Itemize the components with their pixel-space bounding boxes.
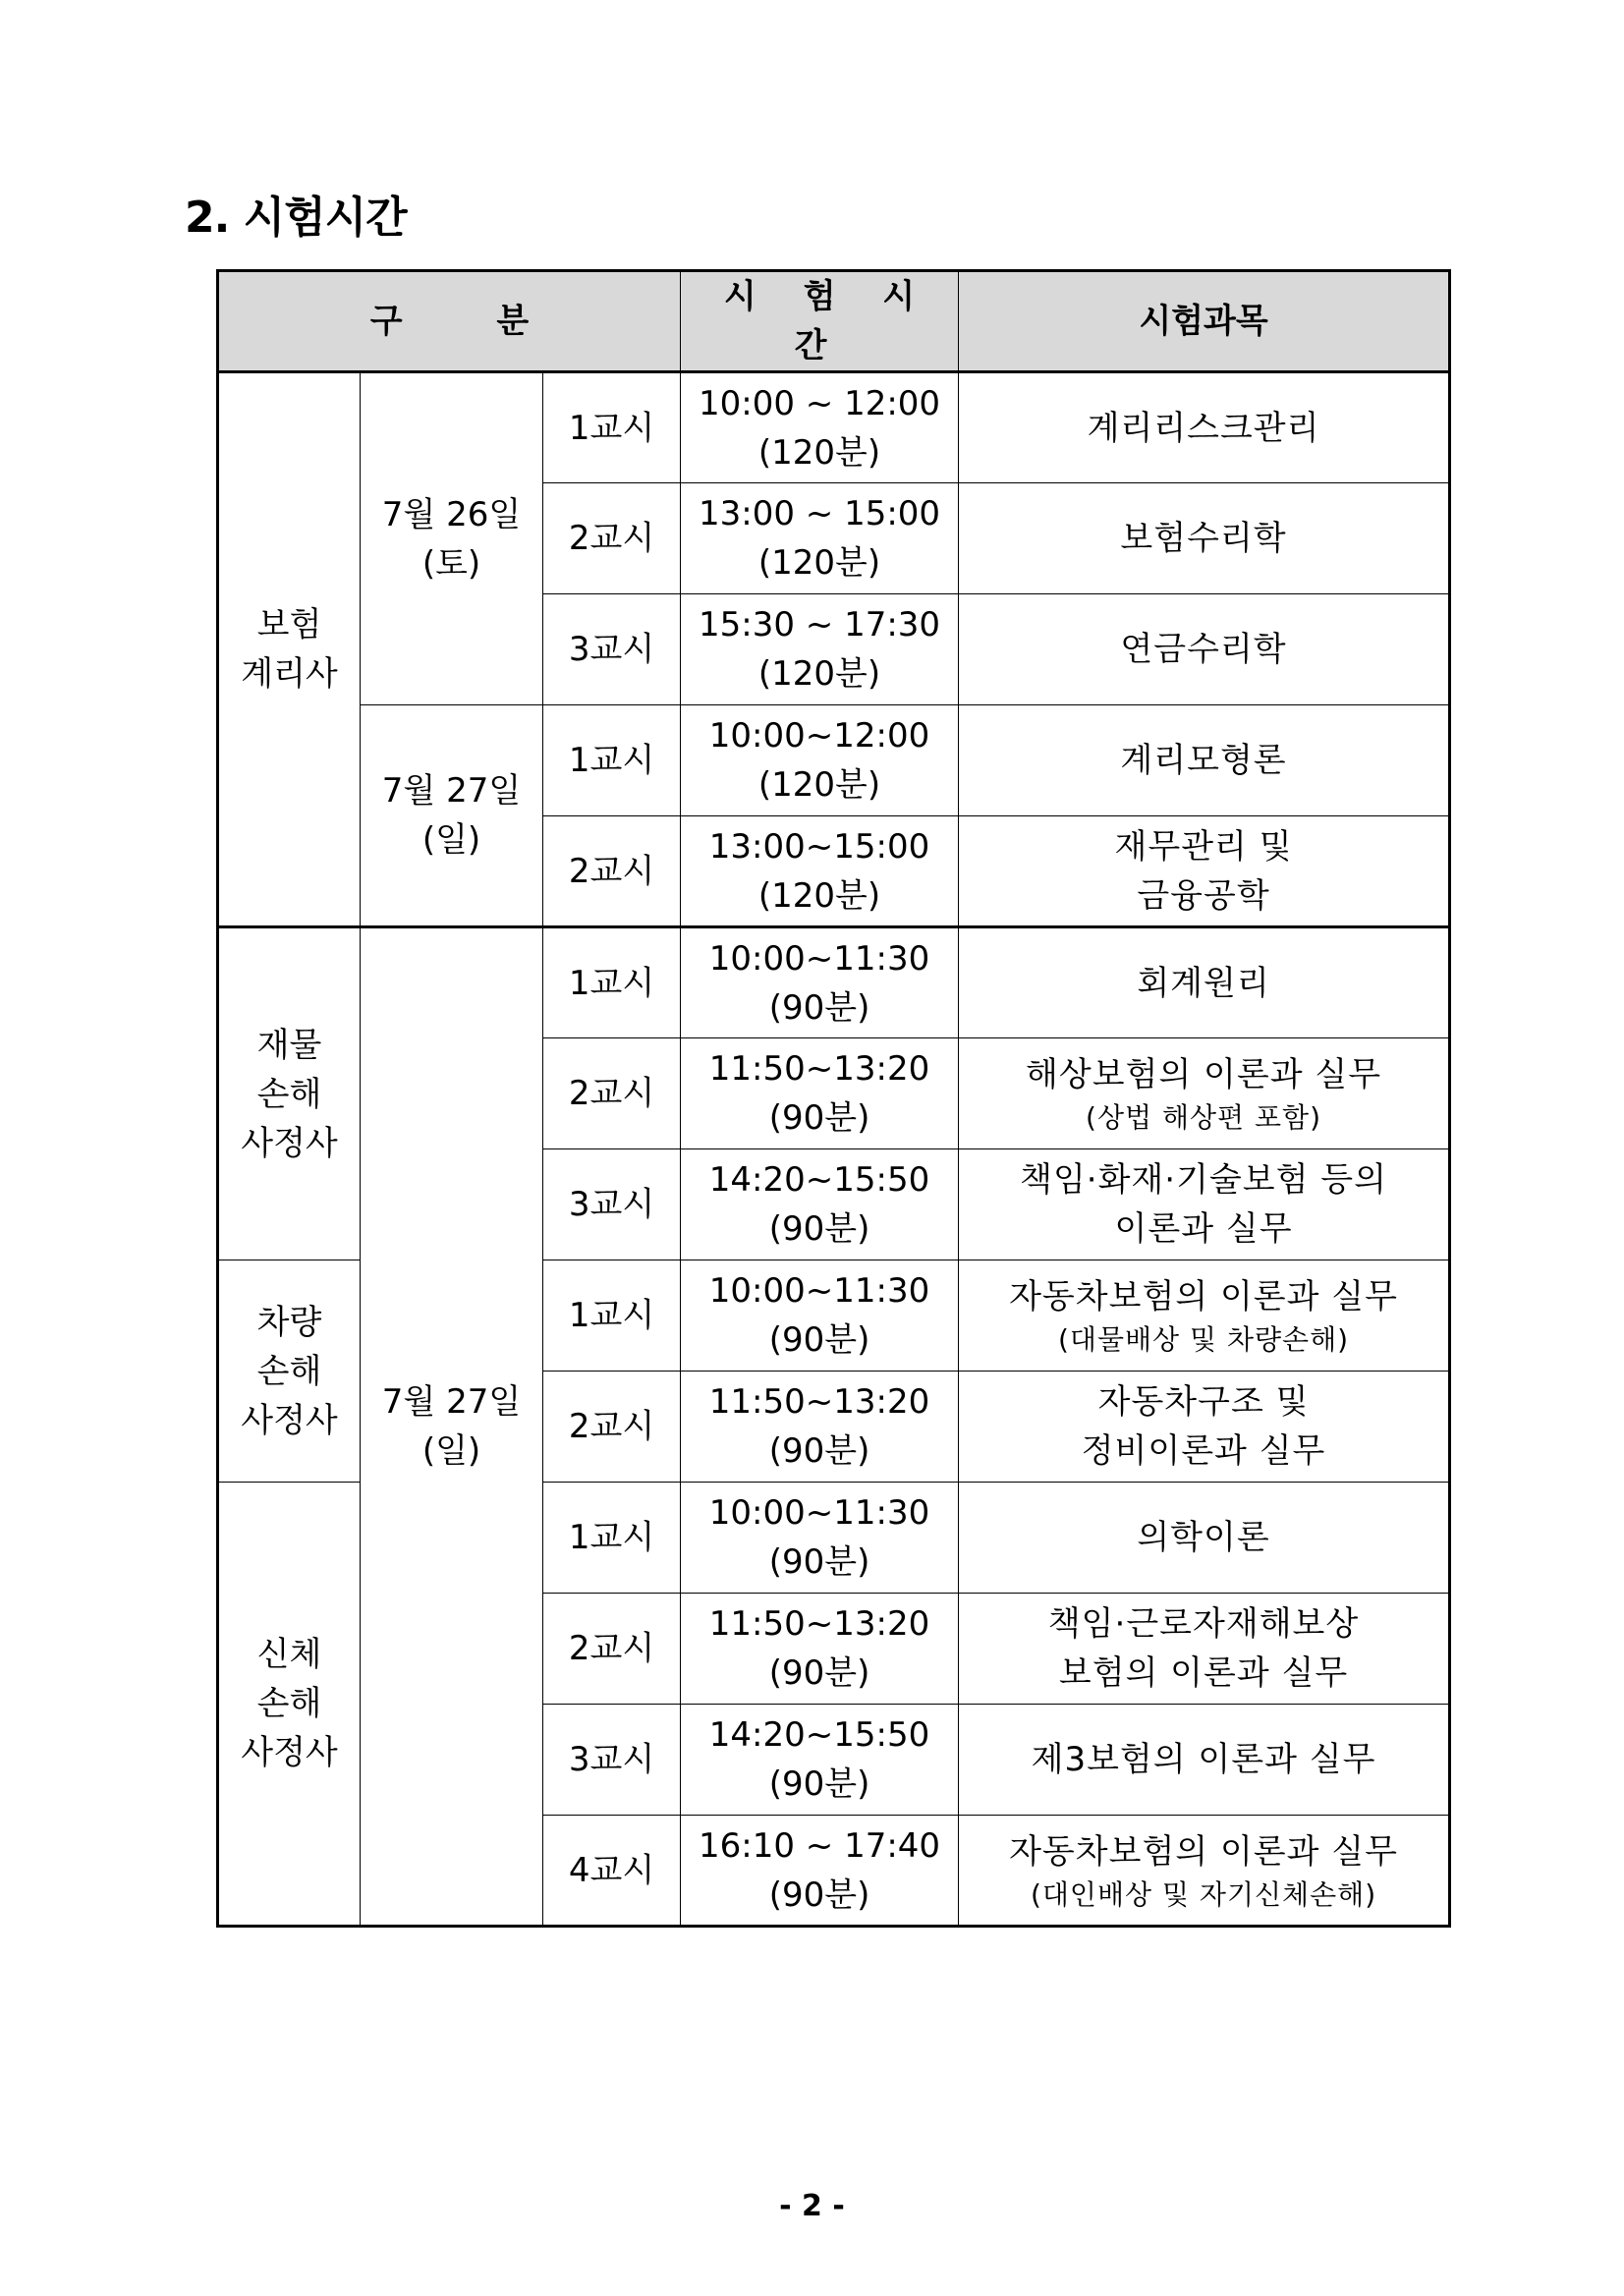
subject-text: 자동차보험의 이론과 실무 <box>1009 1831 1398 1872</box>
subject-text: 제3보험의 이론과 실무 <box>1031 1740 1376 1779</box>
subject-text: 계리리스크관리 <box>1087 408 1320 448</box>
table-header-row <box>218 271 1450 372</box>
exam-schedule-table <box>216 269 1451 1928</box>
time-cell: 10:00 ~ 12:00 (120분) <box>681 372 959 483</box>
time-cell: 10:00~11:30 (90분) <box>681 1483 959 1594</box>
category-cell: 재물 손해 사정사 <box>218 927 361 1260</box>
time-cell: 14:20~15:50 (90분) <box>681 1705 959 1816</box>
subject-text: 보험수리학 <box>1120 519 1287 558</box>
subject-text: 책임·화재·기술보험 등의 이론과 실무 <box>1020 1160 1387 1249</box>
period-cell: 2교시 <box>543 1038 681 1149</box>
category-cell: 신체 손해 사정사 <box>218 1483 361 1927</box>
subject-note: (대인배상 및 자기신체손해) <box>1030 1877 1377 1911</box>
time-cell: 16:10 ~ 17:40 (90분) <box>681 1816 959 1927</box>
subject-cell <box>959 1594 1450 1705</box>
time-cell: 15:30 ~ 17:30 (120분) <box>681 594 959 705</box>
subject-note: (대물배상 및 차량손해) <box>1057 1323 1350 1356</box>
subject-cell <box>959 1038 1450 1149</box>
table-row <box>218 705 1450 816</box>
header-category: 구 분 <box>218 271 681 372</box>
subject-cell <box>959 483 1450 594</box>
subject-text: 연금수리학 <box>1120 630 1287 669</box>
subject-text: 자동차보험의 이론과 실무 <box>1009 1277 1398 1316</box>
period-cell: 2교시 <box>543 483 681 594</box>
time-cell: 13:00 ~ 15:00 (120분) <box>681 483 959 594</box>
time-cell: 14:20~15:50 (90분) <box>681 1149 959 1260</box>
subject-cell <box>959 1149 1450 1260</box>
subject-cell <box>959 927 1450 1038</box>
period-cell: 2교시 <box>543 1594 681 1705</box>
time-cell: 10:00~12:00 (120분) <box>681 705 959 816</box>
header-subject: 시험과목 <box>959 271 1450 372</box>
page-number: - 2 - <box>779 2189 845 2223</box>
table-row <box>218 372 1450 483</box>
date-cell: 7월 27일 (일) <box>361 705 543 927</box>
period-cell: 1교시 <box>543 372 681 483</box>
time-cell: 11:50~13:20 (90분) <box>681 1372 959 1483</box>
subject-cell <box>959 1372 1450 1483</box>
section-title: 2. 시험시간 <box>185 193 407 243</box>
subject-text: 해상보험의 이론과 실무 <box>1026 1055 1382 1094</box>
period-cell: 2교시 <box>543 1372 681 1483</box>
subject-note: (상법 해상편 포함) <box>1086 1101 1322 1134</box>
subject-cell <box>959 816 1450 927</box>
date-cell: 7월 26일 (토) <box>361 372 543 705</box>
subject-text: 재무관리 및 금융공학 <box>1114 826 1293 916</box>
period-cell: 3교시 <box>543 1705 681 1816</box>
period-cell: 1교시 <box>543 927 681 1038</box>
subject-cell <box>959 1816 1450 1927</box>
subject-text: 계리모형론 <box>1120 741 1287 780</box>
period-cell: 1교시 <box>543 705 681 816</box>
period-cell: 3교시 <box>543 594 681 705</box>
subject-cell <box>959 1483 1450 1594</box>
subject-cell <box>959 1260 1450 1372</box>
period-cell: 2교시 <box>543 816 681 927</box>
time-cell: 10:00~11:30 (90분) <box>681 1260 959 1372</box>
subject-text: 책임·근로자재해보상 보험의 이론과 실무 <box>1047 1604 1360 1693</box>
subject-cell <box>959 372 1450 483</box>
period-cell: 1교시 <box>543 1260 681 1372</box>
time-cell: 11:50~13:20 (90분) <box>681 1594 959 1705</box>
period-cell: 1교시 <box>543 1483 681 1594</box>
header-time: 시 험 시 간 <box>681 271 959 372</box>
period-cell: 4교시 <box>543 1816 681 1927</box>
period-cell: 3교시 <box>543 1149 681 1260</box>
subject-text: 자동차구조 및 정비이론과 실무 <box>1081 1382 1326 1471</box>
time-cell: 10:00~11:30 (90분) <box>681 927 959 1038</box>
time-cell: 13:00~15:00 (120분) <box>681 816 959 927</box>
subject-cell <box>959 1705 1450 1816</box>
category-cell: 보험 계리사 <box>218 372 361 927</box>
subject-text: 회계원리 <box>1137 963 1270 1003</box>
table-row <box>218 927 1450 1038</box>
subject-text: 의학이론 <box>1137 1518 1270 1557</box>
time-cell: 11:50~13:20 (90분) <box>681 1038 959 1149</box>
subject-cell <box>959 705 1450 816</box>
date-cell: 7월 27일 (일) <box>361 927 543 1927</box>
subject-cell <box>959 594 1450 705</box>
category-cell: 차량 손해 사정사 <box>218 1260 361 1483</box>
